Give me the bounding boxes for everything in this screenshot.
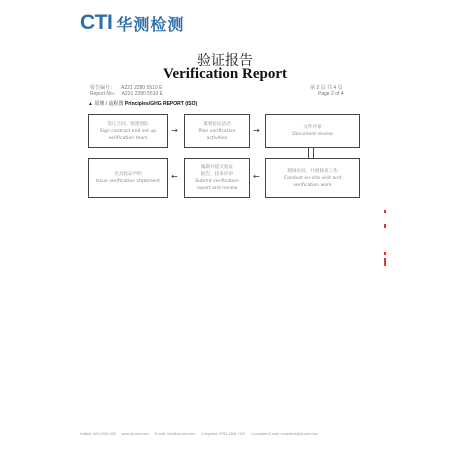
- flow-step-line: 现场访问，开展核查工作: [287, 168, 338, 174]
- company-name-cn: 华测检测: [116, 14, 185, 34]
- company-logo: [80, 12, 184, 34]
- arrow-left-icon: ←: [171, 172, 178, 181]
- flow-step-line: Plan verification: [198, 128, 236, 134]
- section-title: Principles/GHG REPORT (ISO): [124, 101, 198, 107]
- edge-mark: [384, 252, 386, 255]
- flow-step-line: 签订合同，组建团队: [107, 121, 149, 127]
- flow-step-line: activities: [206, 135, 228, 141]
- flow-step-line: Issue verification statement: [95, 179, 161, 184]
- flow-step-document-review: [265, 114, 360, 148]
- arrow-down-icon: [308, 148, 314, 158]
- page-number-cn: 第 2 页 共 4 页: [310, 85, 343, 91]
- page-number-en: Page 2 of 4: [318, 91, 344, 97]
- flow-step-line: Sign contract and set up: [99, 128, 157, 134]
- edge-mark: [384, 258, 386, 266]
- flow-step-contract: [88, 114, 168, 148]
- report-number-cn: [90, 84, 162, 91]
- flow-step-line: 报告，技术评审: [200, 172, 234, 177]
- meta-value: A221 2280 5510 E: [121, 91, 164, 97]
- meta-value: A221 2280 5510 E: [121, 85, 163, 91]
- footer-hotline: Hotline: 400-6788-333: [80, 432, 116, 436]
- flow-step-line: 文件评审: [303, 125, 322, 130]
- meta-label: Report No.:: [90, 91, 116, 97]
- flow-step-line: 编制并提交验证: [200, 165, 234, 170]
- flow-step-site-visit: [265, 158, 360, 198]
- flow-step-line: Document review: [292, 132, 333, 137]
- flow-step-line: 策划验证活动: [203, 121, 231, 127]
- meta-label: 报告编号：: [90, 85, 116, 91]
- flow-step-line: 出具验证声明: [114, 172, 142, 177]
- flow-step-report: [184, 158, 250, 198]
- flow-step-line: report and review: [196, 186, 238, 191]
- footer-complaint: Complaint: 0755-3368 1700: [200, 432, 246, 436]
- report-title-en: Verification Report: [163, 66, 287, 82]
- edge-mark: [384, 210, 386, 213]
- footer-complaint-email: Complaint E-mail: complaint@cti-cert.com: [251, 432, 319, 436]
- report-title-cn: 验证报告: [197, 53, 253, 69]
- flow-step-line: Submit verification: [195, 179, 239, 184]
- section-heading: [88, 100, 197, 107]
- flow-step-line: verification team: [108, 135, 148, 141]
- flow-step-line: Conduct on-site visit and: [283, 175, 342, 181]
- arrow-left-icon: ←: [253, 172, 260, 181]
- flow-step-line: verification work: [293, 182, 332, 188]
- arrow-right-icon: →: [253, 126, 260, 135]
- flow-step-plan: [184, 114, 250, 148]
- page-footer: [80, 432, 380, 436]
- section-prefix: ▲ 原理 / 流程图: [88, 101, 124, 107]
- cti-logo-icon: CTI: [80, 11, 113, 34]
- edge-mark: [384, 224, 386, 228]
- footer-email: E-mail: info@cti-cert.com: [154, 432, 195, 436]
- footer-website: www.cti-cert.com: [121, 432, 149, 436]
- arrow-right-icon: →: [171, 126, 178, 135]
- report-number-en: [90, 91, 163, 97]
- flow-step-statement: [88, 158, 168, 198]
